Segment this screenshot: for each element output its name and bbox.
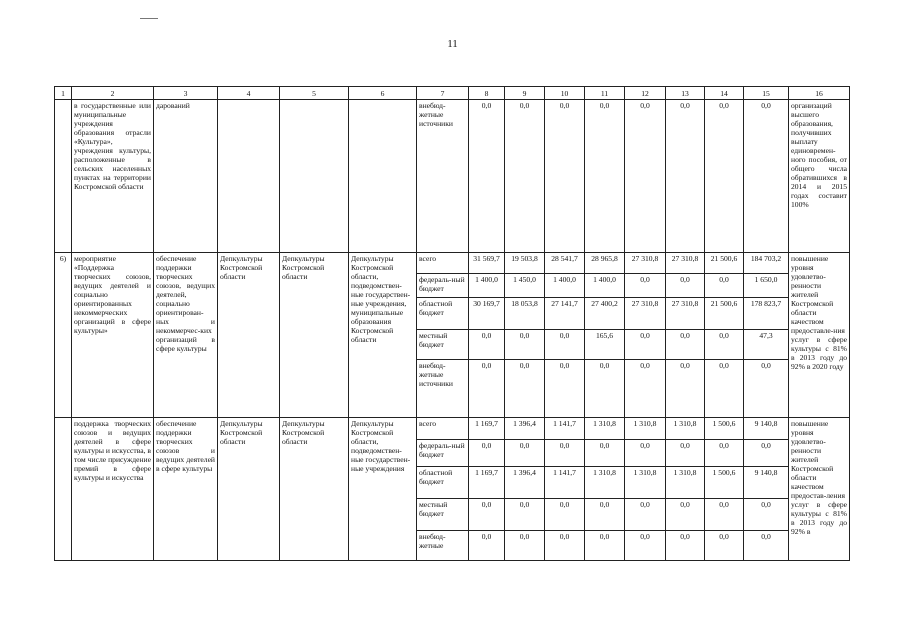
cell-amount: 178 823,7 (744, 298, 789, 330)
cell-amount: 18 053,8 (505, 298, 545, 330)
cell-amount: 1 400,0 (545, 274, 585, 298)
header-cell: 7 (417, 87, 469, 100)
header-cell: 12 (625, 87, 666, 100)
cell-participants: Депкультуры Костромской области, подведомствен-ные государствен-ные учреждения (349, 418, 417, 561)
cell-amount: 0,0 (744, 440, 789, 467)
cell-amount: 0,0 (545, 100, 585, 253)
cell-source: федераль-ный бюджет (417, 440, 469, 467)
header-cell: 5 (280, 87, 349, 100)
cell-amount: 0,0 (705, 274, 744, 298)
cell-amount: 0,0 (505, 330, 545, 360)
header-cell: 14 (705, 87, 744, 100)
header-cell: 9 (505, 87, 545, 100)
cell-amount: 0,0 (505, 360, 545, 418)
cell-amount: 0,0 (505, 499, 545, 531)
cell-amount: 0,0 (666, 360, 705, 418)
cell-amount: 1 310,8 (666, 418, 705, 440)
cell-amount: 0,0 (705, 531, 744, 561)
cell-amount: 1 396,4 (505, 418, 545, 440)
cell-amount: 1 310,8 (625, 418, 666, 440)
cell-amount: 1 169,7 (469, 467, 505, 499)
cell-source: областной бюджет (417, 298, 469, 330)
cell-amount: 0,0 (585, 100, 625, 253)
cell-amount: 1 650,0 (744, 274, 789, 298)
cell-amount: 0,0 (666, 330, 705, 360)
cell-amount: 0,0 (705, 100, 744, 253)
cell-source: внебюд-жетные источники (417, 100, 469, 253)
header-cell: 3 (154, 87, 218, 100)
cell-event: мероприятие «Поддержка творческих союзов, ведущих деятелей и социально ориентированных некоммерческих организаций в сфере культуры» (72, 253, 154, 418)
cell-amount: 1 310,8 (585, 467, 625, 499)
cell-amount: 1 500,6 (705, 418, 744, 440)
cell-amount: 0,0 (545, 360, 585, 418)
header-cell: 10 (545, 87, 585, 100)
cell-executor (218, 100, 280, 253)
cell-amount: 27 400,2 (585, 298, 625, 330)
table-row-measure (55, 253, 850, 274)
cell-result: повышение уровня удовлетво-ренности жителей Костромской области качеством предоставле-ния услуг в сфере культуры с 81% в 2013 году до 92% в 2020 году (789, 253, 850, 418)
cell-amount: 47,3 (744, 330, 789, 360)
cell-amount: 0,0 (625, 274, 666, 298)
cell-amount: 0,0 (545, 440, 585, 467)
cell-coexecutor: Депкультуры Костромской области (280, 253, 349, 418)
cell-amount: 0,0 (469, 330, 505, 360)
cell-amount: 0,0 (585, 499, 625, 531)
cell-amount: 1 310,8 (666, 467, 705, 499)
cell-amount: 0,0 (705, 499, 744, 531)
cell-amount: 0,0 (625, 531, 666, 561)
cell-amount: 0,0 (469, 100, 505, 253)
header-row (55, 87, 850, 100)
cell-amount: 27 310,8 (625, 298, 666, 330)
cell-amount: 0,0 (744, 531, 789, 561)
cell-amount: 0,0 (666, 531, 705, 561)
cell-amount: 0,0 (666, 499, 705, 531)
cell-number: 6) (55, 253, 72, 418)
cell-amount: 0,0 (666, 100, 705, 253)
cell-amount: 0,0 (469, 499, 505, 531)
cell-amount: 30 169,7 (469, 298, 505, 330)
cell-amount: 27 310,8 (666, 253, 705, 274)
cell-amount: 0,0 (545, 330, 585, 360)
cell-amount: 0,0 (625, 330, 666, 360)
cell-amount: 1 396,4 (505, 467, 545, 499)
header-cell: 4 (218, 87, 280, 100)
header-cell: 11 (585, 87, 625, 100)
cell-amount: 9 140,8 (744, 418, 789, 440)
cell-amount: 0,0 (505, 531, 545, 561)
cell-amount: 0,0 (505, 100, 545, 253)
cell-participants: Депкультуры Костромской области, подведомствен-ные государствен-ные учреждения, муниципальные образования Костромской области (349, 253, 417, 418)
cell-purpose: обеспечение поддержки творческих союзов, ведущих деятелей, социально ориентирован-ных и некоммерчес-ких организаций в сфере культуры (154, 253, 218, 418)
cell-source: внебюд-жетные источники (417, 360, 469, 418)
cell-amount: 0,0 (625, 100, 666, 253)
cell-source: местный бюджет (417, 330, 469, 360)
cell-source: всего (417, 418, 469, 440)
cell-amount: 0,0 (545, 531, 585, 561)
cell-amount: 0,0 (505, 440, 545, 467)
header-cell: 8 (469, 87, 505, 100)
cell-amount: 27 310,8 (625, 253, 666, 274)
cell-amount: 1 141,7 (545, 467, 585, 499)
cell-amount: 19 503,8 (505, 253, 545, 274)
cell-amount: 0,0 (744, 100, 789, 253)
cell-amount: 0,0 (666, 274, 705, 298)
cell-amount: 28 541,7 (545, 253, 585, 274)
cell-amount: 0,0 (744, 499, 789, 531)
cell-amount: 0,0 (744, 360, 789, 418)
cell-amount: 27 310,8 (666, 298, 705, 330)
cell-amount: 0,0 (545, 499, 585, 531)
cell-amount: 0,0 (469, 440, 505, 467)
cell-amount: 0,0 (666, 440, 705, 467)
cell-amount: 28 965,8 (585, 253, 625, 274)
cell-coexecutor: Депкультуры Костромской области (280, 418, 349, 561)
cell-amount: 1 310,8 (625, 467, 666, 499)
cell-amount: 9 140,8 (744, 467, 789, 499)
cell-amount: 0,0 (469, 531, 505, 561)
cell-amount: 21 500,6 (705, 253, 744, 274)
cell-amount: 1 169,7 (469, 418, 505, 440)
cell-source: федераль-ный бюджет (417, 274, 469, 298)
cell-source: местный бюджет (417, 499, 469, 531)
cell-number (55, 418, 72, 561)
table-row-submeasure (55, 418, 850, 440)
cell-source: внебюд-жетные (417, 531, 469, 561)
cell-amount: 0,0 (625, 499, 666, 531)
cell-amount: 1 450,0 (505, 274, 545, 298)
program-table (54, 86, 850, 561)
header-cell: 6 (349, 87, 417, 100)
header-cell: 15 (744, 87, 789, 100)
cell-purpose: дарований (154, 100, 218, 253)
header-cell: 1 (55, 87, 72, 100)
cell-amount: 0,0 (705, 360, 744, 418)
cell-amount: 0,0 (585, 440, 625, 467)
cell-executor: Депкультуры Костромской области (218, 253, 280, 418)
cell-amount: 21 500,6 (705, 298, 744, 330)
cell-amount: 0,0 (625, 440, 666, 467)
cell-source: всего (417, 253, 469, 274)
cell-amount: 0,0 (585, 531, 625, 561)
cell-executor: Депкультуры Костромской области (218, 418, 280, 561)
cell-amount: 0,0 (469, 360, 505, 418)
cell-result: организаций высшего образования, получивших выплату единовремен-ного пособия, от общего числа обратившихся в 2014 и 2015 годах составит 100% (789, 100, 850, 253)
header-cell: 13 (666, 87, 705, 100)
cell-amount: 1 500,6 (705, 467, 744, 499)
cell-participants (349, 100, 417, 253)
cell-amount: 0,0 (705, 330, 744, 360)
cell-result: повышение уровня удовлетво-ренности жителей Костромской области качеством предостав-ления услуг в сфере культуры с 81% в 2013 году до 92% в (789, 418, 850, 561)
cell-amount: 1 400,0 (585, 274, 625, 298)
cell-amount: 0,0 (705, 440, 744, 467)
cell-event: в государственные или муниципальные учреждения образования отрасли «Культура», учреждения культуры, расположенные в сельских населенных пунктах на территории Костромской области (72, 100, 154, 253)
cell-coexecutor (280, 100, 349, 253)
header-cell: 16 (789, 87, 850, 100)
cell-amount: 0,0 (585, 360, 625, 418)
cell-purpose: обеспечение поддержки творческих союзов и ведущих деятелей в сфере культуры (154, 418, 218, 561)
header-cell: 2 (72, 87, 154, 100)
cell-amount: 1 310,8 (585, 418, 625, 440)
cell-event: поддержка творческих союзов и ведущих деятелей в сфере культуры и искусства, в том числе присуждение премий в сфере культуры и искусства (72, 418, 154, 561)
cell-amount: 1 400,0 (469, 274, 505, 298)
table-row-continuation (55, 100, 850, 253)
cell-amount: 165,6 (585, 330, 625, 360)
cell-amount: 184 703,2 (744, 253, 789, 274)
cell-amount: 27 141,7 (545, 298, 585, 330)
scan-mark (140, 18, 158, 19)
cell-source: областной бюджет (417, 467, 469, 499)
cell-amount: 31 569,7 (469, 253, 505, 274)
cell-amount: 1 141,7 (545, 418, 585, 440)
cell-number (55, 100, 72, 253)
page-number: 11 (447, 38, 458, 50)
cell-amount: 0,0 (625, 360, 666, 418)
